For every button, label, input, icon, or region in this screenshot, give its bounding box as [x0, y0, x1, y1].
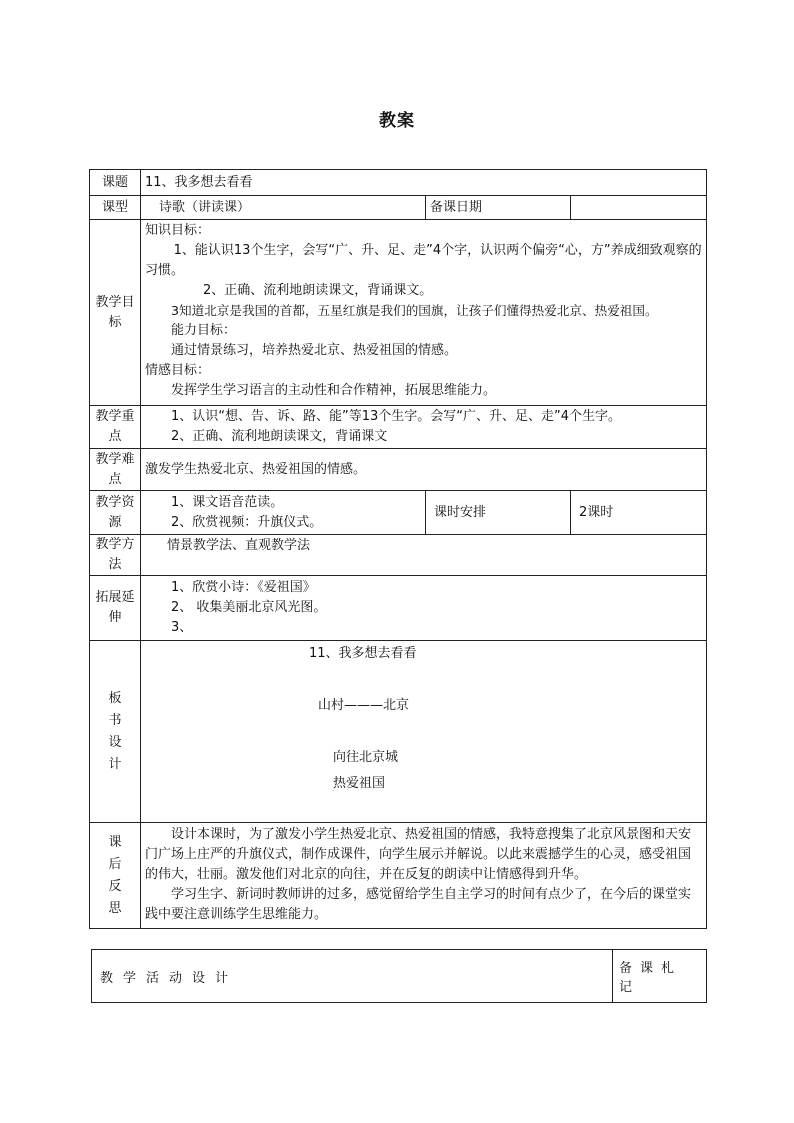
reflection-label-char: 课	[108, 834, 122, 850]
knowledge-heading: 知识目标：	[145, 223, 211, 238]
difficulties-label: 教学难点	[90, 449, 141, 491]
hours-value: 2课时	[571, 491, 707, 535]
type-label: 课型	[90, 196, 141, 220]
activity-header-table	[91, 949, 707, 1003]
type-value: 诗歌（讲读课）	[141, 196, 426, 220]
lesson-plan-table	[89, 169, 707, 929]
ability-item-1: 通过情景练习，培养热爱北京、热爱祖国的情感。	[171, 343, 458, 358]
reflection-content	[141, 823, 707, 929]
row-key-points	[90, 406, 707, 449]
board-line-1: 山村———北京	[318, 698, 410, 713]
reflection-paragraph-1: 设计本课时，为了激发小学生热爱北京、热爱祖国的情感，我特意搜集了北京风景图和天安门广场上庄严的升旗仪式，制作成课件，向学生展示并解说。以此来震撼学生的心灵，感受祖国的伟大，壮丽。激发他们对北京的向往，并在反复的朗读中让情感得到升华。	[145, 827, 692, 882]
key-point-2: 2、正确、流利地朗读课文，背诵课文	[171, 429, 388, 444]
board-title: 11、我多想去看看	[309, 646, 417, 661]
knowledge-item-1: 1、能认识13个生字，会写“广、升、足、走”4个字，认识两个偏旁“心，方”养成细致观察的习惯。	[145, 243, 702, 278]
reflection-label-char: 思	[108, 900, 122, 916]
prep-notes-label: 备课札记	[613, 950, 707, 1003]
extension-content	[141, 576, 707, 641]
reflection-label	[90, 823, 141, 929]
board-label-char: 板	[108, 690, 122, 706]
date-value	[571, 196, 707, 220]
document-title: 教案	[379, 111, 415, 131]
extension-item-3: 3、	[171, 620, 193, 635]
row-goals	[90, 220, 707, 406]
row-reflection	[90, 823, 707, 929]
goals-content	[141, 220, 707, 406]
knowledge-item-2: 2、正确、流利地朗读课文，背诵课文。	[203, 283, 433, 298]
extension-label: 拓展延伸	[90, 576, 141, 641]
row-extension	[90, 576, 707, 641]
row-board	[90, 641, 707, 823]
hours-label: 课时安排	[426, 491, 571, 535]
methods-label: 教学方法	[90, 535, 141, 576]
resources-label: 教学资源	[90, 491, 141, 535]
emotion-item-1: 发挥学生学习语言的主动性和合作精神，拓展思维能力。	[171, 383, 497, 398]
board-label	[90, 641, 141, 823]
knowledge-item-3: 3知道北京是我国的首都，五星红旗是我们的国旗，让孩子们懂得热爱北京、热爱祖国。	[171, 303, 658, 318]
date-label: 备课日期	[426, 196, 571, 220]
key-points-content	[141, 406, 707, 449]
row-topic	[90, 170, 707, 196]
key-points-label: 教学重点	[90, 406, 141, 449]
reflection-paragraph-2: 学习生字、新词时教师讲的过多，感觉留给学生自主学习的时间有点少了，在今后的课堂实践中要注意训练学生思维能力。	[145, 887, 692, 922]
key-point-1: 1、认识“想、告、诉、路、能”等13个生字。会写“广、升、足、走”4个生字。	[171, 409, 622, 424]
row-difficulties	[90, 449, 707, 491]
board-content	[141, 641, 707, 823]
difficulties-value: 激发学生热爱北京、热爱祖国的情感。	[141, 449, 707, 491]
row-resources	[90, 491, 707, 535]
row-methods	[90, 535, 707, 576]
topic-value: 11、我多想去看看	[141, 170, 707, 196]
goals-label: 教学目标	[90, 220, 141, 406]
reflection-label-char: 后	[108, 856, 122, 872]
extension-item-1: 1、欣赏小诗：《爱祖国》	[171, 580, 316, 595]
board-label-char: 计	[108, 756, 122, 772]
extension-item-2: 2、 收集美丽北京风光图。	[171, 600, 327, 615]
resources-content	[141, 491, 426, 535]
reflection-label-char: 反	[108, 878, 122, 894]
activity-design-label: 教学活动设计	[92, 950, 613, 1003]
resource-item-1: 1、课文语音范读。	[171, 494, 284, 510]
board-label-char: 设	[108, 734, 122, 750]
topic-label: 课题	[90, 170, 141, 196]
board-line-3: 热爱祖国	[333, 776, 386, 791]
row-type	[90, 196, 707, 220]
ability-heading: 能力目标：	[171, 323, 237, 338]
board-line-2: 向往北京城	[333, 750, 399, 765]
emotion-heading: 情感目标：	[145, 363, 211, 378]
resource-item-2: 2、欣赏视频：升旗仪式。	[171, 514, 323, 530]
methods-value: 情景教学法、直观教学法	[141, 535, 707, 576]
board-label-char: 书	[108, 712, 122, 728]
